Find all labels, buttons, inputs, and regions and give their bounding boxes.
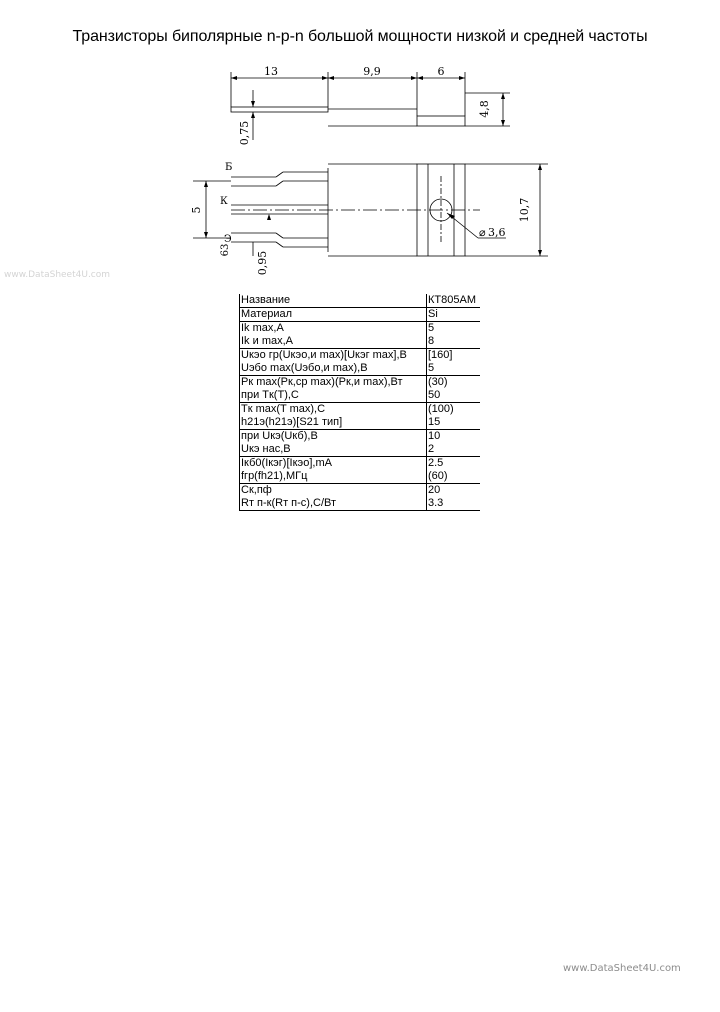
param-name: Ik и max,A: [240, 335, 427, 349]
param-value: [160]: [427, 349, 481, 363]
table-row: [240, 457, 481, 471]
param-name: Tк max(T max),C: [240, 403, 427, 417]
header-value: КТ805АМ: [427, 294, 481, 308]
param-value: 2: [427, 443, 481, 457]
pin-label-collector: К: [220, 196, 228, 207]
param-value: 2.5: [427, 457, 481, 471]
param-name: Материал: [240, 308, 427, 322]
watermark-left: www.DataSheet4U.com: [4, 270, 111, 280]
param-name: fгр(fh21),МГц: [240, 470, 427, 484]
table-row: [240, 322, 481, 336]
param-name: h21э(h21э)[S21 тип]: [240, 416, 427, 430]
table-row: [240, 362, 481, 376]
param-value: 10: [427, 430, 481, 444]
table-header-row: [240, 294, 481, 308]
pin-label-emitter: Э: [224, 234, 232, 245]
table-row: [240, 484, 481, 498]
dim-0-75: 0,75: [238, 120, 251, 146]
param-name: Ik max,A: [240, 322, 427, 336]
table-row: [240, 403, 481, 417]
diameter-icon: ⌀: [479, 226, 486, 239]
lead-collector: [231, 205, 328, 214]
table-row: [240, 416, 481, 430]
table-row: [240, 443, 481, 457]
header-name: Название: [240, 294, 427, 308]
param-name: Ск,пф: [240, 484, 427, 498]
param-name: Uкэо гр(Uкэо,и max)[Uкэг max],В: [240, 349, 427, 363]
dim-63: 63: [220, 243, 231, 257]
dim-6: 6: [437, 65, 445, 78]
side-view-lead: [231, 107, 328, 112]
param-value: Si: [427, 308, 481, 322]
pin-label-base: Б: [225, 162, 233, 173]
param-name: при Uкэ(Uкб),В: [240, 430, 427, 444]
watermark-bottom: www.DataSheet4U.com: [563, 963, 681, 974]
table-row: [240, 335, 481, 349]
dim-3-6: 3,6: [488, 226, 506, 239]
dim-0-95: 0,95: [256, 250, 269, 276]
param-name: Rт п-к(Rт п-с),С/Вт: [240, 497, 427, 511]
lead-emitter: [231, 233, 328, 247]
param-value: 15: [427, 416, 481, 430]
parameters-table: [239, 294, 480, 511]
table-row: [240, 376, 481, 390]
table-row: [240, 389, 481, 403]
lead-base: [231, 172, 328, 186]
param-value: 8: [427, 335, 481, 349]
package-drawing: [0, 0, 720, 290]
dim-4-8: 4,8: [478, 100, 491, 118]
dim-9-9: 9,9: [363, 65, 381, 78]
param-value: 50: [427, 389, 481, 403]
table-row: [240, 430, 481, 444]
page-title: Транзисторы биполярные n-p-n большой мощности низкой и средней частоты: [72, 28, 648, 45]
dim-5: 5: [190, 206, 203, 214]
param-name: Uэбо max(Uэбо,и max),B: [240, 362, 427, 376]
table-row: [240, 308, 481, 322]
table-row: [240, 470, 481, 484]
dim-10-7: 10,7: [518, 197, 531, 223]
param-value: (100): [427, 403, 481, 417]
param-name: при Tк(T),C: [240, 389, 427, 403]
dim-13: 13: [264, 65, 278, 78]
param-value: 20: [427, 484, 481, 498]
param-name: Pк max(Pк,ср max)(Pк,и max),Вт: [240, 376, 427, 390]
side-view-body: [417, 116, 465, 126]
table-row: [240, 497, 481, 511]
param-value: (60): [427, 470, 481, 484]
param-value: 3.3: [427, 497, 481, 511]
param-value: (30): [427, 376, 481, 390]
param-value: 5: [427, 322, 481, 336]
table-row: [240, 349, 481, 363]
param-name: Iкб0(Iкэг)[Iкэо],mA: [240, 457, 427, 471]
param-name: Uкэ нас,В: [240, 443, 427, 457]
param-value: 5: [427, 362, 481, 376]
